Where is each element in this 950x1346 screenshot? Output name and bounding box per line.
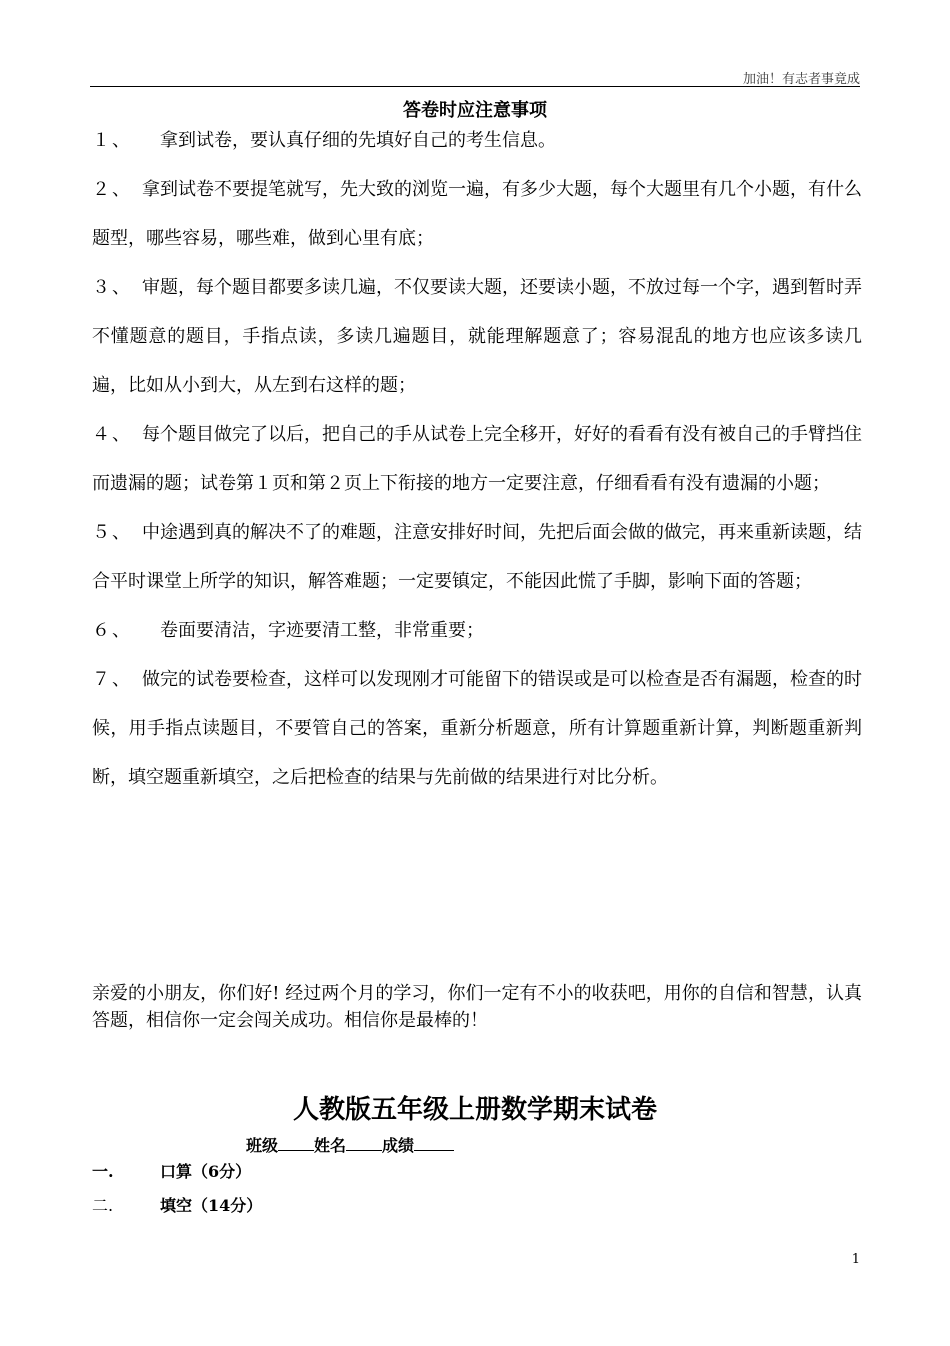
item-number: ４、 (92, 424, 132, 445)
exam-title: 人教版五年级上册数学期末试卷 (292, 1095, 657, 1125)
header-divider (90, 86, 860, 87)
section-fill-in (92, 1193, 262, 1216)
section-title: 口算（6分） (160, 1162, 252, 1181)
item-text: 做完的试卷要检查，这样可以发现刚才可能留下的错误或是可以检查是否有漏题，检查的时候，用手指点读题目，不要管自己的答案，重新分析题意，所有计算题重新计算，判断题重新判断，填空题重新填空，之后把检查的结果与先前做的结果进行对比分析。 (92, 669, 862, 788)
item-text: 中途遇到真的解决不了的难题，注意安排好时间，先把后面会做的做完，再来重新读题，结合平时课堂上所学的知识，解答难题；一定要镇定，不能因此慌了手脚，影响下面的答题； (92, 522, 862, 592)
notice-item-7 (92, 655, 862, 802)
section-number: 一. (92, 1162, 114, 1181)
notice-item-1 (92, 116, 862, 165)
notice-item-4 (92, 410, 862, 508)
section-title: 填空（14分） (160, 1196, 263, 1215)
item-text: 每个题目做完了以后，把自己的手从试卷上完全移开，好好的看看有没有被自己的手臂挡住而遗漏的题；试卷第１页和第２页上下衔接的地方一定要注意，仔细看看有没有遗漏的小题； (92, 424, 862, 494)
score-label: 成绩 (382, 1136, 415, 1155)
student-info-line (246, 1133, 454, 1156)
item-text: 卷面要清洁，字迹要清工整，非常重要； (142, 620, 484, 641)
item-number: ３、 (92, 277, 132, 298)
greeting-paragraph: 亲爱的小朋友，你们好! 经过两个月的学习，你们一定有不小的收获吧，用你的自信和智慧，认真答题，相信你一定会闯关成功。相信你是最棒的！ (92, 983, 862, 1031)
header-motto: 加油！有志者事竟成 (742, 72, 860, 87)
item-number: ６、 (92, 620, 132, 641)
item-number: ７、 (92, 669, 132, 690)
page-number: 1 (851, 1252, 860, 1267)
name-blank[interactable] (346, 1150, 382, 1151)
item-text: 审题，每个题目都要多读几遍，不仅要读大题，还要读小题，不放过每一个字，遇到暂时弄不懂题意的题目，手指点读，多读几遍题目，就能理解题意了；容易混乱的地方也应该多读几遍，比如从小到大，从左到右这样的题； (92, 277, 862, 396)
notice-item-5 (92, 508, 862, 606)
notice-title: 答卷时应注意事项 (403, 100, 547, 121)
section-number: 二. (92, 1196, 114, 1215)
item-text: 拿到试卷不要提笔就写，先大致的浏览一遍，有多少大题，每个大题里有几个小题，有什么题型，哪些容易，哪些难，做到心里有底； (92, 179, 862, 249)
item-number: １、 (92, 130, 132, 151)
class-blank[interactable] (278, 1150, 314, 1151)
section-oral-calculation (92, 1159, 251, 1182)
item-number: ２、 (92, 179, 132, 200)
notice-item-6 (92, 606, 862, 655)
notice-item-3 (92, 263, 862, 410)
notice-list (92, 116, 862, 802)
score-blank[interactable] (414, 1150, 454, 1151)
name-label: 姓名 (314, 1136, 347, 1155)
notice-item-2 (92, 165, 862, 263)
class-label: 班级 (246, 1136, 279, 1155)
item-text: 拿到试卷，要认真仔细的先填好自己的考生信息。 (142, 130, 556, 151)
item-number: ５、 (92, 522, 132, 543)
